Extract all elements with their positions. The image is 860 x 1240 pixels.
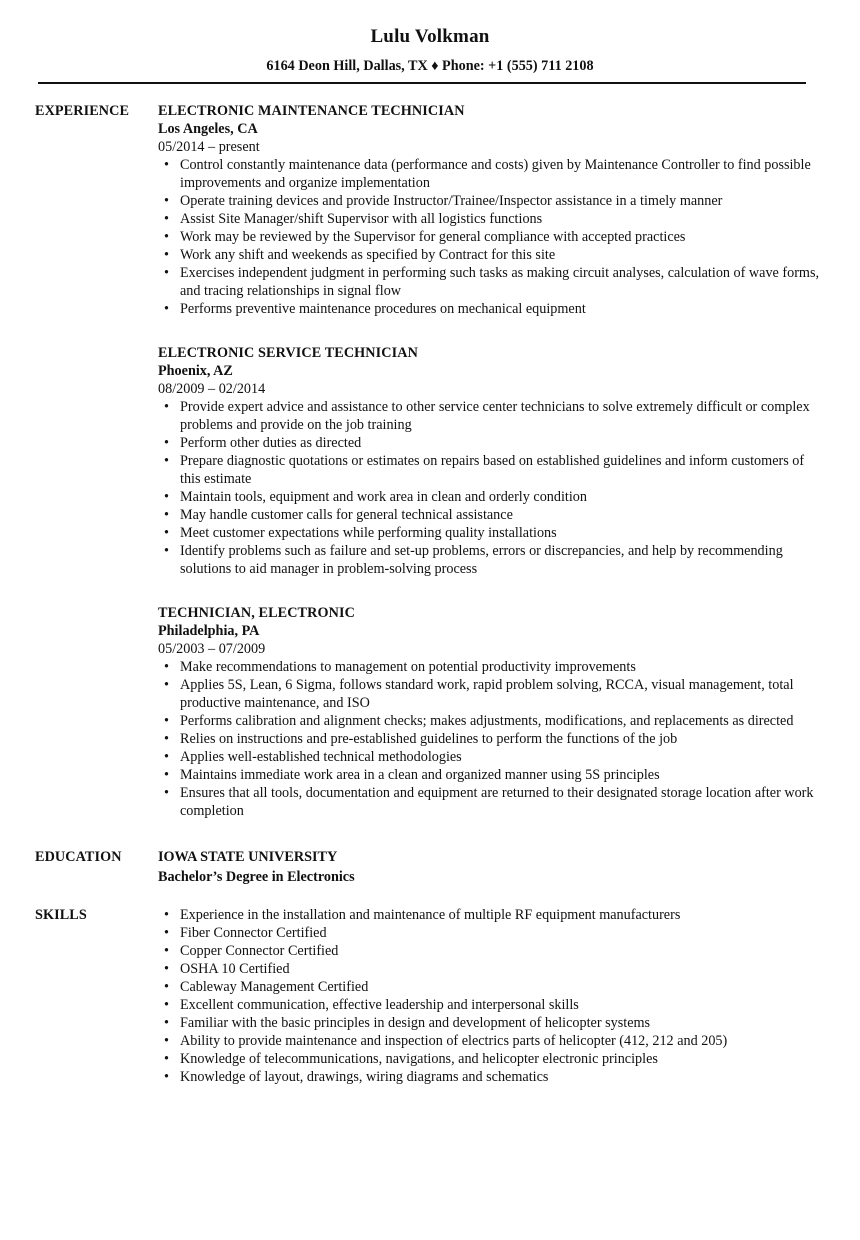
list-item: • Applies 5S, Lean, 6 Sigma, follows standard work, rapid problem solving, RCCA, visual management, total productive maintenance, and ISO: [180, 676, 820, 712]
job-title: TECHNICIAN, ELECTRONIC: [158, 605, 355, 621]
list-item: • Provide expert advice and assistance to other service center technicians to solve extremely difficult or complex problems and provide on the job training: [180, 398, 820, 434]
job-duties-list: [158, 398, 820, 578]
list-item: • Prepare diagnostic quotations or estimates on repairs based on established guidelines and inform customers of this estimate: [180, 452, 820, 488]
degree-name: Bachelor’s Degree in Electronics: [158, 869, 355, 885]
experience-body: [158, 102, 860, 820]
list-item: • Ability to provide maintenance and inspection of electrics parts of helicopter (412, 212 and 205): [180, 1032, 820, 1050]
skills-section: [0, 906, 860, 1086]
list-item: • Control constantly maintenance data (performance and costs) given by Maintenance Controller to find possible improvements and organize implementation: [180, 156, 820, 192]
list-item: • Make recommendations to management on potential productivity improvements: [180, 658, 820, 676]
list-item: • Work may be reviewed by the Supervisor for general compliance with accepted practices: [180, 228, 820, 246]
list-item: • OSHA 10 Certified: [180, 960, 820, 978]
job-title: ELECTRONIC MAINTENANCE TECHNICIAN: [158, 103, 465, 119]
job-entry: [158, 344, 820, 578]
experience-section: [0, 102, 860, 820]
school-name: IOWA STATE UNIVERSITY: [158, 849, 338, 865]
job-dates: 05/2014 – present: [158, 139, 260, 155]
skills-body: [158, 906, 860, 1086]
job-dates: 08/2009 – 02/2014: [158, 381, 266, 397]
list-item: • Experience in the installation and maintenance of multiple RF equipment manufacturers: [180, 906, 820, 924]
job-title: ELECTRONIC SERVICE TECHNICIAN: [158, 345, 418, 361]
list-item: • Copper Connector Certified: [180, 942, 820, 960]
list-item: • Exercises independent judgment in performing such tasks as making circuit analyses, calculation of wave forms, and tracing relationships in signal flow: [180, 264, 820, 300]
section-label-experience: EXPERIENCE: [35, 103, 130, 119]
list-item: • May handle customer calls for general technical assistance: [180, 506, 820, 524]
skills-list: [158, 906, 820, 1086]
list-item: • Knowledge of layout, drawings, wiring diagrams and schematics: [180, 1068, 820, 1086]
list-item: • Performs preventive maintenance procedures on mechanical equipment: [180, 300, 820, 318]
section-label-skills: SKILLS: [35, 907, 87, 923]
job-dates: 05/2003 – 07/2009: [158, 641, 266, 657]
list-item: • Excellent communication, effective leadership and interpersonal skills: [180, 996, 820, 1014]
candidate-name: Lulu Volkman: [370, 26, 490, 47]
list-item: • Cableway Management Certified: [180, 978, 820, 996]
job-entry: [158, 604, 820, 820]
list-item: • Fiber Connector Certified: [180, 924, 820, 942]
list-item: • Applies well-established technical methodologies: [180, 748, 820, 766]
job-entry: [158, 102, 820, 318]
job-location: Los Angeles, CA: [158, 121, 258, 137]
contact-line: 6164 Deon Hill, Dallas, TX ♦ Phone: +1 (555) 711 2108: [266, 58, 594, 74]
job-duties-list: [158, 156, 820, 318]
section-label-education: EDUCATION: [35, 849, 122, 865]
list-item: • Familiar with the basic principles in design and development of helicopter systems: [180, 1014, 820, 1032]
list-item: • Operate training devices and provide Instructor/Trainee/Inspector assistance in a timely manner: [180, 192, 820, 210]
job-location: Philadelphia, PA: [158, 623, 260, 639]
list-item: • Performs calibration and alignment checks; makes adjustments, modifications, and replacements as directed: [180, 712, 820, 730]
education-body: [158, 848, 860, 886]
education-section: [0, 848, 860, 886]
list-item: • Maintain tools, equipment and work area in clean and orderly condition: [180, 488, 820, 506]
list-item: • Ensures that all tools, documentation and equipment are returned to their designated storage location after work completion: [180, 784, 820, 820]
list-item: • Assist Site Manager/shift Supervisor with all logistics functions: [180, 210, 820, 228]
list-item: • Identify problems such as failure and set-up problems, errors or discrepancies, and help by recommending solutions to aid manager in problem-solving process: [180, 542, 820, 578]
resume-header: [0, 0, 860, 75]
list-item: • Work any shift and weekends as specified by Contract for this site: [180, 246, 820, 264]
list-item: • Relies on instructions and pre-established guidelines to perform the functions of the job: [180, 730, 820, 748]
list-item: • Maintains immediate work area in a clean and organized manner using 5S principles: [180, 766, 820, 784]
list-item: • Knowledge of telecommunications, navigations, and helicopter electronic principles: [180, 1050, 820, 1068]
header-divider: [38, 82, 806, 84]
list-item: • Perform other duties as directed: [180, 434, 820, 452]
job-duties-list: [158, 658, 820, 820]
list-item: • Meet customer expectations while performing quality installations: [180, 524, 820, 542]
job-location: Phoenix, AZ: [158, 363, 233, 379]
